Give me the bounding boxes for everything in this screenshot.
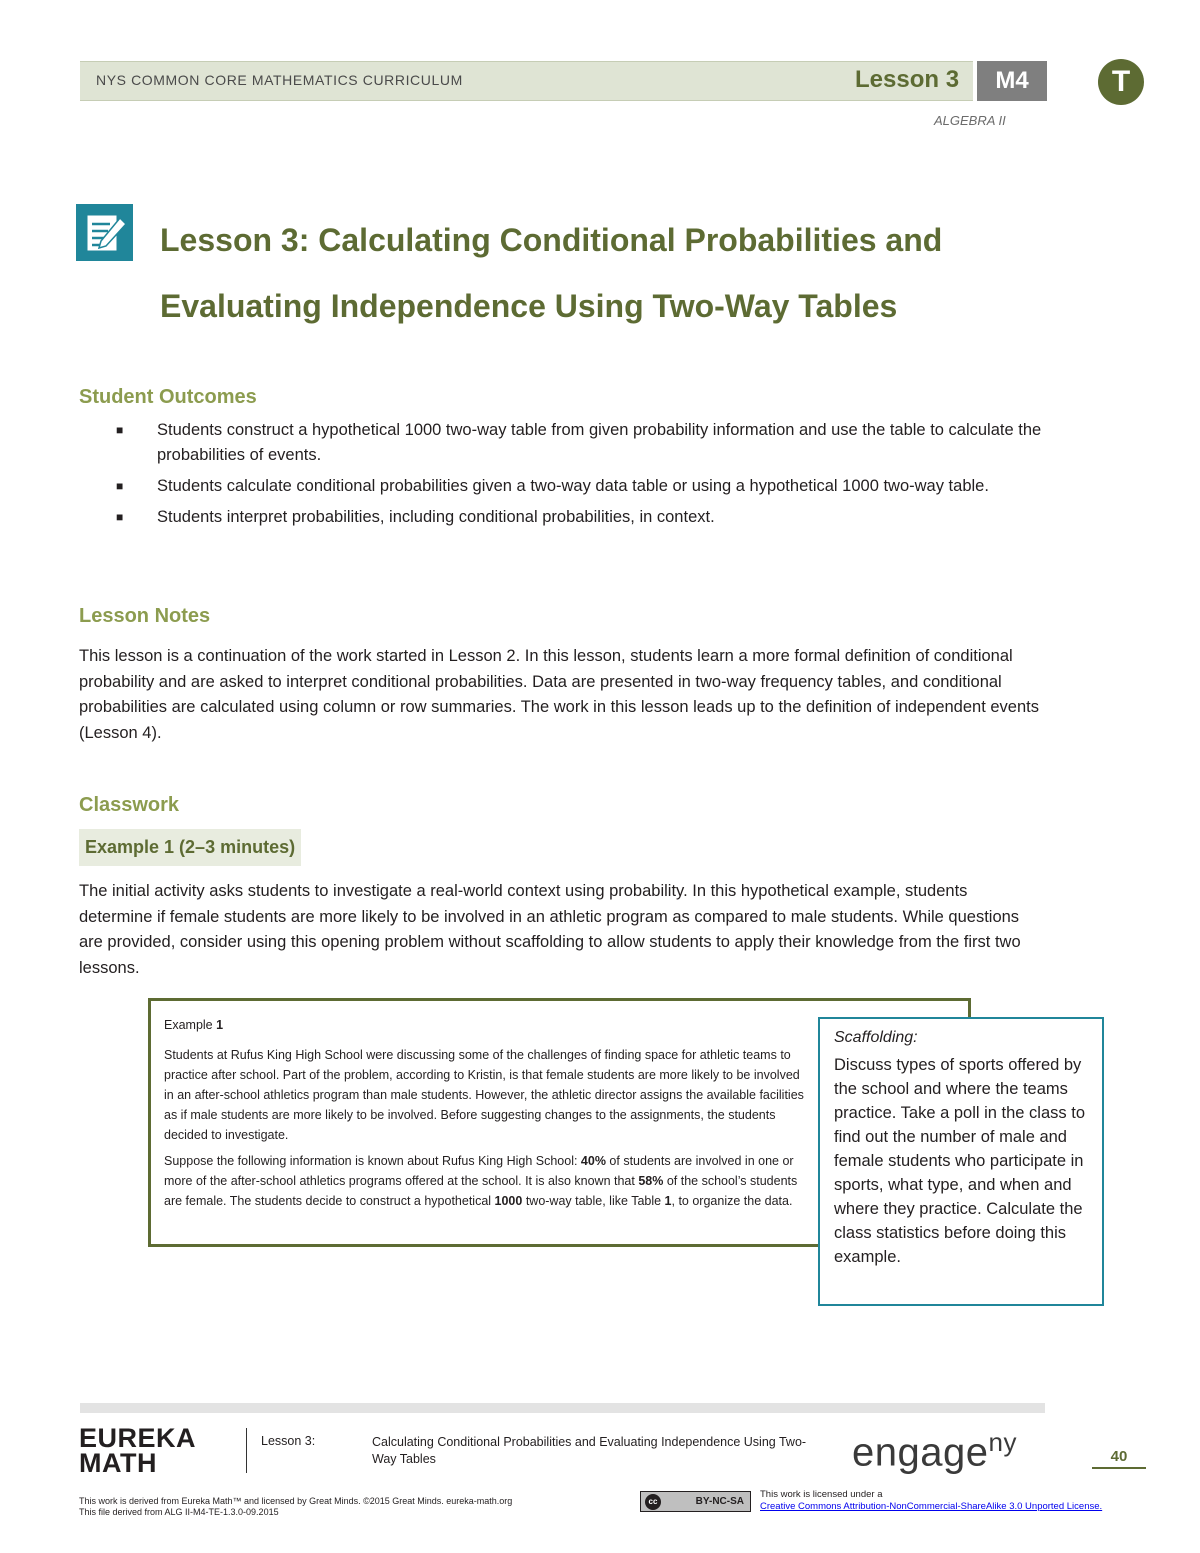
outcomes-heading: Student Outcomes — [79, 386, 257, 408]
notes-heading: Lesson Notes — [79, 605, 211, 627]
outcomes-list — [116, 418, 1046, 536]
cc-icon: cc — [645, 1494, 661, 1510]
title-line-2: Evaluating Independence Using Two-Way Tables — [160, 288, 898, 324]
classwork-intro: The initial activity asks students to investigate a real-world context using probability. In this hypothetical example, students determine if female students are more likely to be involved in an athletic program as compared to male students. While questions are provided, consider using this opening problem without scaffolding to allow students to apply their knowledge from the first two lessons. — [79, 882, 1021, 977]
example-label: Example 1 — [164, 1018, 224, 1032]
notebook-pencil-icon — [76, 204, 133, 261]
bullet-icon: ■ — [116, 510, 124, 524]
cc-license-badge: cc BY-NC-SA — [640, 1491, 751, 1512]
example-paragraph-1: Students at Rufus King High School were discussing some of the challenges of finding space for athletic teams to practice after school. Part of the problem, according to Kristin, is that female students are more likely to be involved in an after-school athletics program than male students. However, the athletic director assigns the available facilities as if male students are more likely to be involved. Before suggesting changes to the assignments, the students decided to investigate. — [164, 1048, 804, 1142]
course-label: ALGEBRA II — [934, 113, 1006, 128]
footer-divider — [246, 1428, 247, 1473]
title-line-1: Lesson 3: Calculating Conditional Probabilities and — [160, 222, 943, 258]
bullet-icon: ■ — [116, 479, 124, 493]
curriculum-title: NYS COMMON CORE MATHEMATICS CURRICULUM — [96, 72, 463, 88]
scaffolding-text: Discuss types of sports offered by the school and where the teams practice. Take a poll in the class to find out the number of male and female students who participate in sports, what type, and when and where they practice. Calculate the class statistics before doing this example. — [834, 1056, 1085, 1266]
scaffolding-title: Scaffolding: — [834, 1029, 918, 1046]
example-tag: Example 1 (2–3 minutes) — [79, 829, 301, 866]
footer-derived: This work is derived from Eureka Math™ and licensed by Great Minds. ©2015 Great Minds. eureka-math.org This file derived from ALG II-M4-TE-1.3.0-09.2015 — [79, 1496, 513, 1517]
teacher-badge: T — [1098, 59, 1144, 105]
footer-rule — [80, 1403, 1045, 1413]
bullet-icon: ■ — [116, 423, 124, 437]
list-item: ■ Students interpret probabilities, including conditional probabilities, in context. — [116, 505, 1046, 530]
list-item: ■ Students construct a hypothetical 1000 two-way table from given probability information and use the table to calculate the probabilities of events. — [116, 418, 1046, 468]
classwork-heading: Classwork — [79, 794, 180, 816]
eureka-math-logo: EUREKA MATH — [79, 1423, 197, 1478]
license-link[interactable]: Creative Commons Attribution-NonCommercial-ShareAlike 3.0 Unported License. — [760, 1501, 1103, 1512]
footer-lesson-title: Calculating Conditional Probabilities and Evaluating Independence Using Two-Way Tables — [372, 1435, 807, 1466]
module-badge: M4 — [977, 61, 1047, 101]
example-paragraph-2: Suppose the following information is known about Rufus King High School: 40% of students are involved in one or more of the after-school athletics programs offered at the school. It is also known that 58% of the school’s students are female. The students decide to construct a hypothetical 1000 two-way table, like Table 1, to organize the data. — [164, 1154, 798, 1208]
page-number: 40 — [1092, 1448, 1146, 1469]
license-text: This work is licensed under a Creative Commons Attribution-NonCommercial-ShareAlike 3.0 Unported License. — [760, 1489, 1103, 1512]
footer-lesson-label: Lesson 3: — [261, 1434, 316, 1448]
list-item: ■ Students calculate conditional probabilities given a two-way data table or using a hypothetical 1000 two-way table. — [116, 474, 1046, 499]
header-lesson-label: Lesson 3 — [855, 66, 960, 93]
page-title — [160, 207, 1060, 339]
scaffolding-box — [818, 1017, 1104, 1306]
engageny-logo: engage$^{ny}$ — [852, 1427, 1017, 1475]
notes-text: This lesson is a continuation of the work started in Lesson 2. In this lesson, students learn a more formal definition of conditional probability and are asked to interpret conditional probabilities. Data are presented in two-way frequency tables, and conditional probabilities are calculated using column or row summaries. The work in this lesson leads up to the definition of independent events (Lesson 4). — [79, 647, 1039, 742]
